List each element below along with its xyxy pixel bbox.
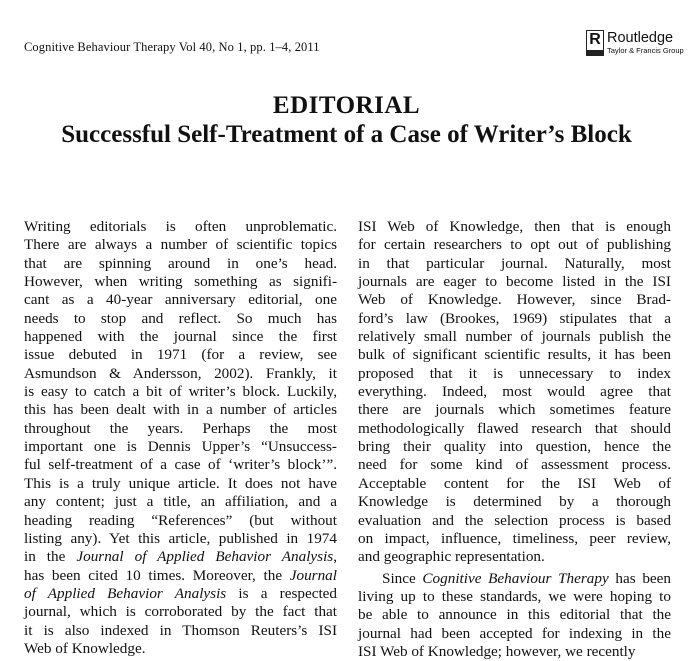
text-line: it is also indexed in Thomson Reuters’s ISI	[24, 621, 337, 639]
text-line: has been cited 10 times. Moreover, the Journal	[24, 566, 337, 584]
text-line: this has been dealt with in a number of articles	[24, 401, 337, 419]
text-line: happened with the journal since the first	[24, 328, 337, 346]
text-line: evaluation and the selection process is based	[358, 511, 671, 529]
text-line: important one is Dennis Upper’s “Unsuccess-	[24, 438, 337, 456]
text-line: ISI Web of Knowledge, then that is enough	[358, 218, 671, 235]
publisher-name: Routledge	[607, 30, 674, 46]
journal-citation: Cognitive Behaviour Therapy Vol 40, No 1, pp. 1–4, 2011	[24, 40, 320, 54]
text-line: Writing editorials is often unproblematic.	[24, 218, 337, 235]
text-line: Asmundson & Andersson, 2002). Frankly, it	[24, 364, 337, 382]
text-line: in that particular journal. Naturally, most	[358, 254, 671, 272]
article-title: Successful Self-Treatment of a Case of Writer’s Block	[61, 121, 632, 148]
text-line: However, when writing something as signifi-	[24, 273, 337, 291]
text-line: Since Cognitive Behaviour Therapy has been	[382, 569, 671, 587]
text-line: on impact, influence, timeliness, peer review,	[358, 529, 671, 547]
text-line: proposed that it is unnecessary to index	[358, 364, 671, 382]
text-line: living up to these standards, we were hoping to	[358, 587, 671, 605]
text-line: methodologically flawed research that should	[358, 419, 671, 437]
text-line: that are spinning around in one’s head.	[24, 254, 337, 272]
text-line: ford’s law (Brookes, 1969) stipulates that a	[358, 309, 671, 327]
text-line: listing any). Yet this article, published in 1974	[24, 529, 337, 547]
text-line: is easy to catch a bit of writer’s block. Luckily,	[24, 383, 337, 401]
text-line: This is a truly unique article. It does not have	[24, 474, 337, 492]
text-line: ful self-treatment of a case of ‘writer’s block’”.	[24, 456, 337, 474]
text-line: journal, which is corroborated by the fact that	[24, 603, 337, 621]
text-line: needs to stop and reflect. So much has	[24, 309, 337, 327]
text-line: cant as a 40-year anniversary editorial, one	[24, 291, 337, 309]
text-line: in the Journal of Applied Behavior Analysis,	[24, 548, 337, 566]
text-line: issue debuted in 1971 (for a review, see	[24, 346, 337, 364]
text-line: Knowledge is determined by a thorough	[358, 493, 671, 511]
text-line: There are always a number of scientific topics	[24, 236, 337, 254]
text-line: throughout the years. Perhaps the most	[24, 419, 337, 437]
text-line: heading reading “References” (but without	[24, 511, 337, 529]
text-line: be able to announce in this editorial that the	[358, 606, 671, 624]
right-column	[358, 218, 671, 661]
text-line: relatively small number of journals publish the	[358, 328, 671, 346]
publisher-logo	[586, 30, 684, 56]
text-line: bring their quality into question, hence the	[358, 438, 671, 456]
text-line: and geographic representation.	[358, 548, 545, 566]
section-heading: EDITORIAL	[272, 92, 421, 119]
text-line: Web of Knowledge.	[24, 639, 146, 657]
text-line: bulk of significant scientific results, it has been	[358, 346, 671, 364]
routledge-logo-icon: R	[586, 30, 604, 56]
publisher-subtitle: Taylor & Francis Group	[607, 46, 684, 55]
text-line: journal had been accepted for indexing in the	[358, 624, 671, 642]
text-line: there are journals which sometimes feature	[358, 401, 671, 419]
text-line: ISI Web of Knowledge; however, we recently	[358, 642, 636, 660]
text-line: Acceptable content for the ISI Web of	[358, 474, 671, 492]
text-line: for certain researchers to opt out of publishing	[358, 236, 671, 254]
text-line: everything. Indeed, most would agree that	[358, 383, 671, 401]
text-line: of Applied Behavior Analysis is a respected	[24, 584, 337, 602]
text-line: any content; just a title, an affiliation, and a	[24, 493, 337, 511]
text-line: Web of Knowledge. However, since Brad-	[358, 291, 671, 309]
text-line: need for some kind of assessment process.	[358, 456, 671, 474]
left-column	[24, 218, 337, 658]
text-line: journals are eager to become listed in the ISI	[358, 273, 671, 291]
